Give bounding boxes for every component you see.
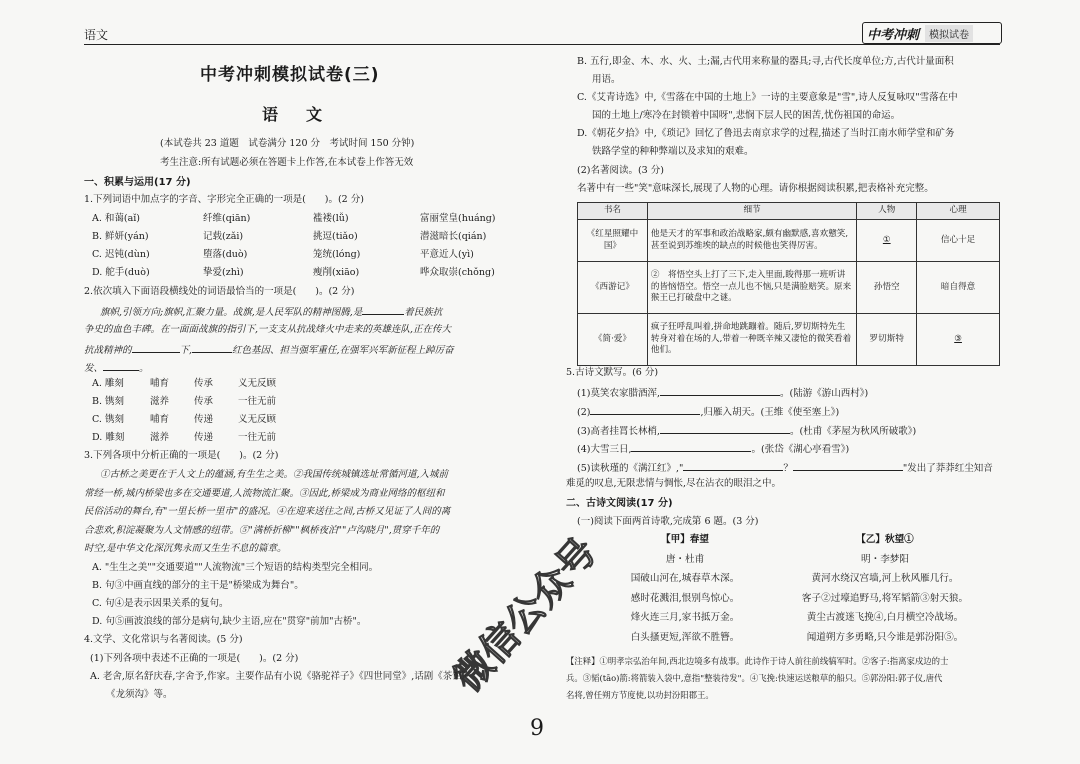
exam-notice: 考生注意:所有试题必须在答题卡上作答,在本试卷上作答无效	[160, 157, 414, 168]
brand-logo: 中考冲刺	[867, 27, 920, 43]
q5-line: (4)大雪三日, 。(张岱《湖心亭看雪》)	[577, 441, 849, 456]
section-1-heading: 一、积累与运用(17 分)	[84, 177, 191, 188]
q1-option-cell: A. 和蔼(aǐ)	[92, 213, 141, 224]
q3-stem: 3.下列各项中分析正确的一项是( )。(2 分)	[84, 450, 279, 461]
table-cell-mind: 暗自得意	[917, 262, 1000, 314]
q3-option: D. 句⑤画波浪线的部分是病句,缺少主语,应在"贯穿"前加"古桥"。	[92, 616, 367, 627]
q2-option-cell: C. 镌刻	[92, 414, 124, 425]
q2-option-cell: 传递	[194, 414, 214, 425]
note-line: 名将,曾任朔方节度使,以功封汾阳郡王。	[566, 690, 714, 700]
q2-stem: 2.依次填入下面语段横线处的词语最恰当的一项是( )。(2 分)	[84, 286, 355, 297]
q2-option-cell: 滋养	[150, 396, 170, 407]
exam-title: 中考冲刺模拟试卷(三)	[200, 65, 380, 85]
poem-line: 白头搔更短,浑欲不胜簪。	[630, 631, 740, 643]
q1-option-cell: 堕落(duò)	[203, 249, 248, 260]
q4-stem: 4.文学、文化常识与名著阅读。(5 分)	[84, 634, 243, 645]
table-cell-book: 《西游记》	[578, 262, 648, 314]
q4-option-c-cont: 国的土地上/寒冷在封锁着中国呀",悲悯下层人民的困苦,忧伤祖国的命运。	[592, 110, 901, 121]
q5-line: (3)高者挂罥长林梢, 。(杜甫《茅屋为秋风所破歌》)	[577, 423, 916, 438]
q1-option-cell: 富丽堂皇(huáng)	[420, 213, 496, 224]
q1-option-cell: 挚爱(zhì)	[203, 267, 244, 278]
poem-b	[770, 530, 1000, 647]
q1-option-cell: D. 舵手(duò)	[92, 267, 150, 278]
q1-option-cell: C. 迟钝(dùn)	[92, 249, 150, 260]
poem-a-title: 【甲】春望	[661, 534, 709, 545]
poem-line: 烽火连三月,家书抵万金。	[630, 612, 740, 623]
series-badge	[862, 22, 1002, 44]
q3-passage-line: 时空,是中华文化深沉隽永而又生生不息的篇章。	[84, 543, 287, 554]
table-header: 人物	[857, 203, 917, 220]
header-rule	[84, 44, 1000, 45]
poem-b-title: 【乙】秋望①	[856, 534, 914, 545]
q1-option-cell: 挑逗(tiǎo)	[313, 231, 358, 242]
section-2-heading: 二、古诗文阅读(17 分)	[566, 498, 673, 509]
q5-line-cont: 难觅的叹息,无限悲情与惆怅,尽在沾衣的眼泪之中。	[566, 478, 782, 489]
poem-a	[600, 530, 770, 647]
q2-option-cell: 哺育	[150, 414, 170, 425]
q1-option-cell: 记载(zǎi)	[203, 231, 244, 242]
q3-option: B. 句③中画直线的部分的主干是"桥梁成为舞台"。	[92, 580, 304, 591]
q2-option-cell: 传递	[194, 432, 214, 443]
q4-option-b-cont: 用语。	[592, 74, 621, 85]
q3-option: C. 句④是表示因果关系的复句。	[92, 598, 229, 609]
table-cell-detail: ② 将悟空头上打了三下,走入里面,睃得那一班听讲的皆恼悟空。悟空一点儿也不恼,只是满脸赔笑。原来猴王已打破盘中之谜。	[647, 262, 856, 314]
note-line: 【注释】①明孝宗弘治年间,西北边境多有战事。此诗作于诗人前往前线犒军时。②客子:指离家戍边的士	[566, 656, 949, 666]
q3-passage-line: ①古桥之美更在于人文上的蕴涵,有生生之美。②我国传统城镇选址常循河道,入城前	[100, 469, 449, 480]
q1-option-cell: 瘦削(xiāo)	[313, 267, 360, 278]
q4-option-a-cont: 《龙须沟》等。	[106, 689, 173, 700]
q4-sub1: (1)下列各项中表述不正确的一项是( )。(2 分)	[90, 653, 299, 664]
q3-passage-line: 常经一桥,城内桥梁也多在交通要道,人流物流汇聚。③因此,桥梁成为商业网络的枢纽和	[84, 487, 445, 499]
q4-option-d: D.《朝花夕拾》中,《琐记》回忆了鲁迅去南京求学的过程,描述了当时江南水师学堂和矿务	[577, 128, 955, 139]
q6-instruction: (一)阅读下面两首诗歌,完成第 6 题。(3 分)	[577, 516, 759, 527]
exam-info: (本试卷共 23 道题 试卷满分 120 分 考试时间 150 分钟)	[160, 138, 415, 149]
watermark-stamp	[430, 490, 610, 730]
q2-option-cell: A. 雕刻	[92, 378, 124, 389]
table-cell-detail: 他是天才的军事和政治战略家,颇有幽默感,喜欢戆笑,甚至说到苏维埃的缺点的时候他也笑得厉害。	[647, 220, 856, 262]
q2-passage-line: 抗战精神的 下, 红色基因、担当强军重任,在强军兴军新征程上踔厉奋	[84, 342, 454, 357]
poem-line: 黄河水绕汉宫墙,河上秋风雁几行。	[811, 573, 959, 584]
poem-b-author: 明・李梦阳	[861, 553, 909, 565]
q2-option-cell: 义无反顾	[238, 378, 277, 389]
q3-passage-line: 合悲欢,积淀凝聚为人文情感的纽带。⑤"满桥折柳""枫桥夜泊""卢沟晓月",贯穿千年的	[84, 524, 440, 536]
q1-stem: 1.下列词语中加点字的字音、字形完全正确的一项是( )。(2 分)	[84, 194, 364, 205]
q2-passage-line: 争史的血色丰碑。在一面面战旗的指引下,一支支从抗战烽火中走来的英雄连队,正在传大	[84, 324, 452, 335]
q2-option-cell: 传承	[194, 396, 214, 407]
q5-line: (2) ,归雁入胡天。(王维《使至塞上》)	[577, 404, 839, 419]
q2-passage-line: 发、 。	[84, 360, 149, 375]
q5-line: (5)读秋瑾的《满江红》," ？ "发出了莽莽红尘知音	[577, 460, 993, 475]
q2-option-cell: 一往无前	[238, 432, 277, 443]
q4-sub2-instruction: 名著中有一些"笑"意味深长,展现了人物的心理。请你根据阅读积累,把表格补充完整。	[577, 183, 934, 194]
table-cell-person[interactable]: ①	[857, 220, 917, 262]
page-number: 9	[530, 716, 544, 741]
table-cell-mind: 信心十足	[917, 220, 1000, 262]
poem-line: 闻道朔方多勇略,只今谁是郭汾阳⑤。	[806, 631, 964, 643]
q3-option: A. "生生之美""交通要道""人流物流"三个短语的结构类型完全相同。	[92, 562, 379, 573]
q3-passage-line: 民俗活动的舞台,有"一里长桥一里市"的盛况。④在迎来送往之间,古桥又见证了人间的离	[84, 506, 451, 517]
poem-line: 感时花溅泪,恨别鸟惊心。	[630, 592, 740, 604]
q4-sub2: (2)名著阅读。(3 分)	[577, 165, 664, 176]
table-cell-book: 《简·爱》	[578, 314, 648, 366]
q1-option-cell: 褴褛(lǚ)	[313, 213, 349, 224]
q1-option-cell: 纤维(qiān)	[203, 213, 251, 224]
q1-option-cell: B. 鲜妍(yán)	[92, 231, 149, 242]
q4-option-b: B. 五行,即金、木、水、火、土;漏,古代用来称量的器具;寻,古代长度单位;方,古代计量面积	[577, 56, 954, 67]
q4-option-c: C.《艾青诗选》中,《雪落在中国的土地上》一诗的主要意象是"雪",诗人反复咏叹"雪落在中	[577, 92, 958, 103]
q2-option-cell: 哺育	[150, 378, 170, 389]
q5-stem: 5.古诗文默写。(6 分)	[566, 367, 659, 378]
table-cell-person: 罗切斯特	[857, 314, 917, 366]
poem-line: 客子②过壕追野马,将军韬箭③射天狼。	[801, 592, 969, 604]
q2-option-cell: D. 雕刻	[92, 432, 125, 443]
table-cell-person: 孙悟空	[857, 262, 917, 314]
q5-line: (1)莫笑农家腊酒浑, 。(陆游《游山西村》)	[577, 385, 868, 400]
poem-line: 国破山河在,城春草木深。	[630, 573, 740, 584]
poem-a-author: 唐・杜甫	[665, 553, 705, 565]
q2-option-cell: 滋养	[150, 432, 170, 443]
note-line: 兵。③韬(tāo)箭:将箭装入袋中,意指"整装待发"。④飞挽:快速运送粮草的船只。⑤郭汾阳:郭子仪,唐代	[566, 673, 943, 683]
q1-option-cell: 哗众取崇(chǒng)	[420, 267, 495, 278]
table-header: 书名	[578, 203, 648, 220]
q2-option-cell: 一往无前	[238, 396, 277, 407]
poem-line: 黄尘古渡迷飞挽④,白月横空冷战场。	[806, 612, 964, 623]
q2-option-cell: B. 镌刻	[92, 396, 125, 407]
table-header: 细节	[647, 203, 856, 220]
table-cell-mind[interactable]: ③	[917, 314, 1000, 366]
q4-option-d-cont: 铁路学堂的种种弊端以及求知的艰难。	[592, 146, 754, 157]
svg-text:微信公众号: 微信公众号	[445, 529, 606, 701]
poem-notes	[566, 653, 948, 704]
series-tag: 模拟试卷	[925, 25, 973, 42]
q4-option-a: A. 老舍,原名舒庆春,字舍予,作家。主要作品有小说《骆驼祥子》《四世同堂》,话剧《茶馆》	[90, 671, 472, 682]
reading-table	[577, 202, 1000, 366]
table-cell-book: 《红星照耀中国》	[578, 220, 648, 262]
q2-option-cell: 传承	[194, 378, 214, 389]
table-cell-detail: 疯子狂呼乱叫着,拼命地跳蹦着。随后,罗切斯特先生转身对着在场的人,带着一种既辛辣又凄怆的微笑看着他们。	[647, 314, 856, 366]
q1-option-cell: 潜滋暗长(qián)	[420, 231, 487, 242]
table-header: 心理	[917, 203, 1000, 220]
q2-option-cell: 义无反顾	[238, 414, 277, 425]
q1-option-cell: 笼统(lóng)	[313, 249, 361, 260]
subject-heading: 语文	[262, 105, 351, 124]
q1-option-cell: 平意近人(yì)	[420, 249, 474, 260]
subject-label: 语文	[84, 28, 109, 42]
q2-passage-line: 旗帜,引领方向;旗帜,汇聚力量。战旗,是人民军队的精神图腾,是 着民族抗	[100, 304, 442, 319]
